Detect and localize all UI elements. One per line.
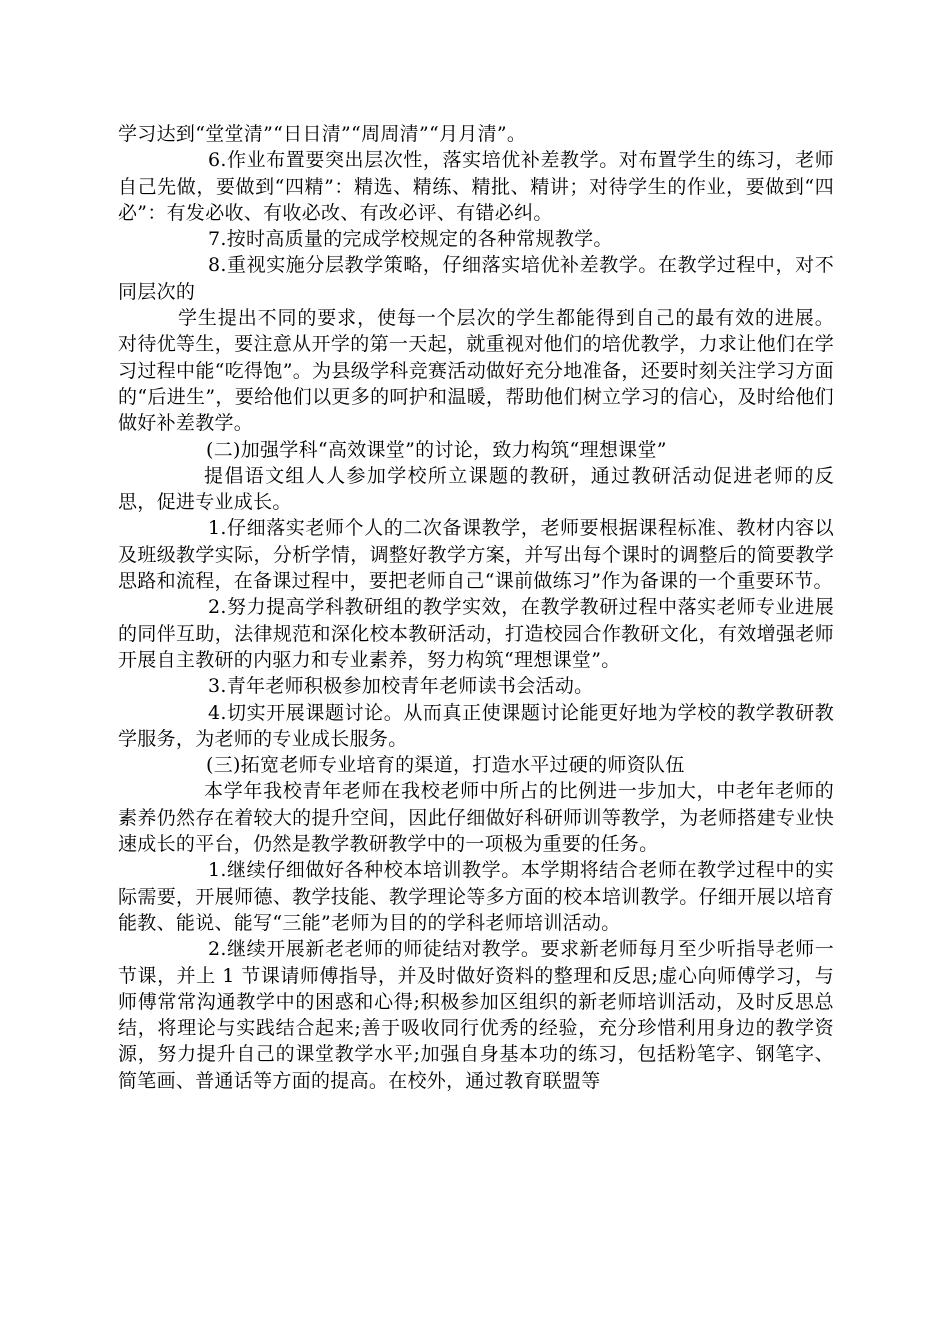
paragraph-training-1: 1.继续仔细做好各种校本培训教学。本学期将结合老师在教学过程中的实际需要，开展师德、教学技能、教学理论等多方面的校本培训教学。仔细开展以培育能教、能说、能写“三能”老师为目的的学科老师培训活动。 [118, 859, 834, 934]
paragraph-item-8: 8.重视实施分层教学策略，仔细落实培优补差教学。在教学过程中，对不同层次的 [118, 254, 834, 303]
document-body [118, 121, 834, 1094]
paragraph-layered-students: 学生提出不同的要求，使每一个层次的学生都能得到自己的最有效的进展。对待优等生，要注意从开学的第一天起，就重视对他们的培优教学，力求让他们在学习过程中能“吃得饱”。为县级学科竞赛活动做好充分地准备，还要时刻关注学习方面的“后进生”，要给他们以更多的呵护和温暖，帮助他们树立学习的信心，及时给他们做好补差教学。 [118, 307, 834, 435]
paragraph-item-6: 6.作业布置要突出层次性，落实培优补差教学。对布置学生的练习，老师自己先做，要做到“四精”：精选、精练、精批、精讲；对待学生的作业，要做到“四必”：有发必收、有收必改、有改必评、有错必纠。 [118, 149, 834, 224]
paragraph-item-1: 1.仔细落实老师个人的二次备课教学，老师要根据课程标准、教材内容以及班级教学实际，分析学情，调整好教学方案，并写出每个课时的调整后的简要教学思路和流程，在备课过程中，要把老师自己“课前做练习”作为备课的一个重要环节。 [118, 517, 834, 593]
paragraph-training-2: 2.继续开展新老老师的师徒结对教学。要求新老师每月至少听指导老师一节课，并上 1 节课请师傅指导，并及时做好资料的整理和反思;虚心向师傅学习，与师傅常常沟通教学中的困惑和心得;积极参加区组织的新老师培训活动，及时反思总结，将理论与实践结合起来;善于吸收同行优秀的经验，充分珍惜利用身边的教学资源，努力提升自己的课堂教学水平;加强自身基本功的练习，包括粉笔字、钢笔字、简笔画、普通话等方面的提高。在校外，通过教育联盟等 [118, 938, 834, 1092]
paragraph-research: 提倡语文组人人参加学校所立课题的教研，通过教研活动促进老师的反思，促进专业成长。 [118, 464, 834, 514]
section-heading-3: (三)拓宽老师专业培育的渠道，打造水平过硬的师资队伍 [206, 754, 685, 777]
paragraph-item-2: 2.努力提高学科教研组的教学实效，在教学教研过程中落实老师专业进展的同伴互助，法律规范和深化校本教研活动，打造校园合作教研文化，有效增强老师开展自主教研的内驱力和专业素养，努力构筑“理想课堂”。 [118, 596, 834, 671]
paragraph-item-4: 4.切实开展课题讨论。从而真正使课题讨论能更好地为学校的教学教研教学服务，为老师的专业成长服务。 [118, 701, 834, 750]
section-heading-2: (二)加强学科“高效课堂”的讨论，致力构筑“理想课堂” [206, 438, 667, 461]
paragraph-item-7: 7.按时高质量的完成学校规定的各种常规教学。 [208, 228, 613, 251]
paragraph-item-3: 3.青年老师积极参加校青年老师读书会活动。 [208, 675, 594, 698]
paragraph-continuation: 学习达到“堂堂清”“日日清”“周周清”“月月清”。 [118, 123, 527, 145]
paragraph-young-teachers: 本学年我校青年老师在我校老师中所占的比例进一步加大，中老年老师的素养仍然存在着较大的提升空间，因此仔细做好科研师训等教学，为老师搭建专业快速成长的平台，仍然是教学教研教学中的一项极为重要的任务。 [118, 780, 834, 856]
